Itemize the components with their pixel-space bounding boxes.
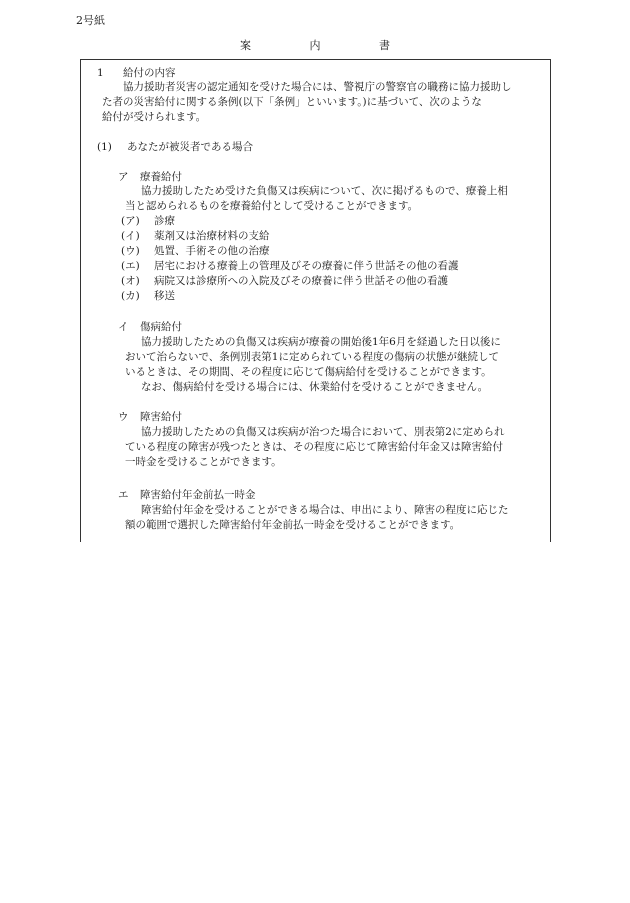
benefit-a-item-marker: (ウ): [121, 245, 140, 257]
benefit-e-line-2: 額の範囲で選択した障害給付年金前払一時金を受けることができます。: [125, 519, 461, 531]
content-box: [80, 59, 551, 542]
benefit-a-item-text: 病院又は診療所への入院及びその療養に伴う世話その他の看護: [154, 275, 448, 287]
benefit-i-marker: イ: [118, 321, 129, 333]
subsection-number: (1): [97, 141, 112, 153]
benefit-i-line-3: いるときは、その期間、その程度に応じて傷病給付を受けることができます。: [125, 366, 492, 378]
benefit-u-heading: 障害給付: [140, 411, 182, 423]
title-char-3: 書: [379, 39, 390, 52]
section-heading: 給付の内容: [123, 67, 176, 79]
benefit-e-marker: エ: [118, 489, 129, 501]
form-number: 2号紙: [76, 14, 105, 27]
benefit-e-heading: 障害給付年金前払一時金: [140, 489, 256, 501]
benefit-e-line-1: 障害給付年金を受けることができる場合は、申出により、障害の程度に応じた: [141, 504, 509, 516]
benefit-i-line-4: なお、傷病給付を受ける場合には、休業給付を受けることができません。: [141, 381, 489, 393]
benefit-a-marker: ア: [118, 171, 129, 183]
document-title: [240, 39, 390, 52]
section-number: 1: [97, 67, 104, 79]
benefit-a-item-marker: (イ): [121, 230, 140, 242]
benefit-a-item-marker: (オ): [121, 275, 140, 287]
benefit-i-line-2: おいて治らないで、条例別表第1に定められている程度の傷病の状態が継続して: [125, 351, 499, 363]
benefit-a-item-marker: (エ): [121, 260, 140, 272]
benefit-a-item-text: 移送: [154, 290, 175, 302]
benefit-u-line-2: ている程度の障害が残つたときは、その程度に応じて障害給付年金又は障害給付: [125, 441, 503, 453]
title-char-2: 内: [309, 39, 321, 52]
intro-line-3: 給付が受けられます。: [102, 111, 207, 123]
benefit-a-item-text: 診療: [154, 215, 175, 227]
benefit-a-item-text: 処置、手術その他の治療: [154, 245, 270, 257]
benefit-a-item-text: 居宅における療養上の管理及びその療養に伴う世話その他の看護: [154, 260, 459, 272]
benefit-a-item-marker: (ア): [121, 215, 140, 227]
intro-line-2: た者の災害給付に関する条例(以下「条例」といいます。)に基づいて、次のような: [102, 96, 482, 108]
benefit-a-line-2: 当と認められるものを療養給付として受けることができます。: [125, 200, 419, 212]
subsection-heading: あなたが被災者である場合: [127, 141, 253, 153]
intro-line-1: 協力援助者災害の認定通知を受けた場合には、警視庁の警察官の職務に協力援助し: [123, 81, 512, 93]
benefit-i-heading: 傷病給付: [140, 321, 182, 333]
title-char-1: 案: [240, 39, 251, 52]
benefit-u-line-3: 一時金を受けることができます。: [125, 456, 282, 468]
benefit-u-marker: ウ: [118, 411, 129, 423]
benefit-a-item-marker: (カ): [121, 290, 140, 302]
benefit-a-line-1: 協力援助したため受けた負傷又は疾病について、次に掲げるもので、療養上相: [141, 185, 508, 197]
benefit-u-line-1: 協力援助したための負傷又は疾病が治つた場合において、別表第2に定められ: [141, 426, 505, 438]
benefit-i-line-1: 協力援助したための負傷又は疾病が療養の開始後1年6月を経過した日以後に: [141, 336, 501, 348]
benefit-a-heading: 療養給付: [140, 171, 182, 183]
benefit-a-item-text: 薬剤又は治療材料の支給: [154, 230, 270, 242]
